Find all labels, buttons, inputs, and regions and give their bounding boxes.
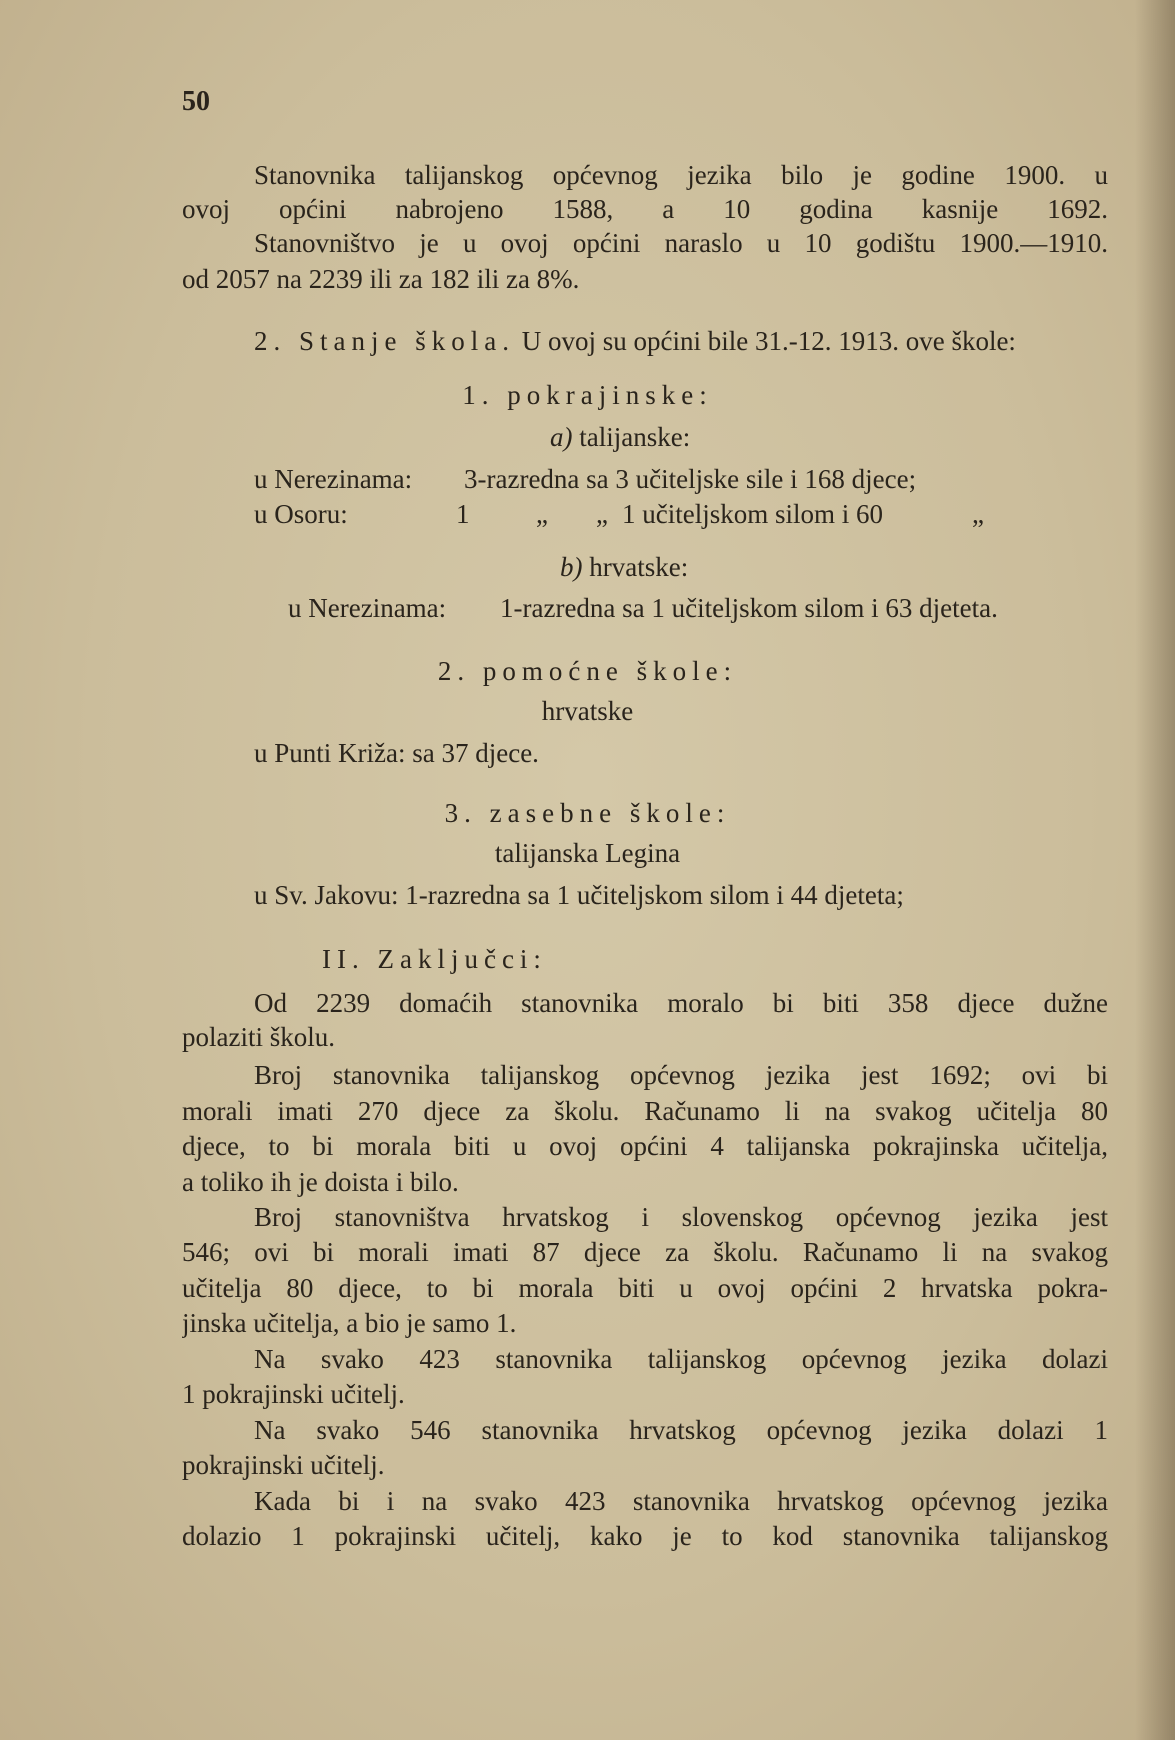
place-nerezine: u Nerezinama: (254, 464, 413, 494)
zakljucci-heading: II. Zaključci: (322, 944, 547, 974)
page-number: 50 (182, 86, 210, 117)
conclusion-line: djece, to bi morala biti u ovoj općini 4 talijanska pokrajinska učitelja, (182, 1131, 1108, 1161)
conclusion-line: Broj stanovnika talijanskog općevnog jezika jest 1692; ovi bi (254, 1060, 1108, 1090)
ditto-mark: „ (536, 499, 548, 529)
section-2-label: 2. Stanje škola. (254, 326, 515, 356)
conclusion-line: morali imati 270 djece za školu. Računamo li na svakog učitelja 80 (182, 1096, 1108, 1126)
conclusion-line: jinska učitelja, a bio je samo 1. (182, 1308, 517, 1338)
conclusion-line: polaziti školu. (182, 1022, 335, 1052)
zasebne-sub: talijanska Legina (494, 838, 681, 868)
conclusion-line: Na svako 423 stanovnika talijanskog općevnog jezika dolazi (254, 1344, 1108, 1374)
subsection-a-marker: a) (550, 422, 573, 452)
conclusion-line: a toliko ih je doista i bilo. (182, 1167, 459, 1197)
school-grade-count: 1 (456, 499, 470, 529)
section-2-line (254, 324, 1108, 358)
intro-line-4: od 2057 na 2239 ili za 182 ili za 8%. (182, 264, 580, 294)
school-row-nerezine-it (254, 462, 1114, 496)
school-desc: 3-razredna sa 3 učiteljske sile i 168 djece; (464, 464, 917, 494)
talijanske-label: talijanske: (579, 422, 691, 452)
school-row-osor (254, 497, 1114, 531)
school-desc: 1-razredna sa 1 učiteljskom silom i 63 djeteta. (500, 593, 998, 623)
hrvatske-label: hrvatske: (589, 552, 689, 582)
talijanske-heading (550, 420, 950, 454)
conclusion-line: Broj stanovništva hrvatskog i slovenskog općevnog jezika jest (254, 1202, 1108, 1232)
school-row-punta-kriza: u Punti Križa: sa 37 djece. (254, 738, 539, 768)
ditto-mark: „ (972, 499, 984, 529)
pokrajinske-heading: 1. pokrajinske: (462, 380, 713, 410)
conclusion-line: Od 2239 domaćih stanovnika moralo bi biti 358 djece dužne (254, 988, 1108, 1018)
school-row-sv-jakov: u Sv. Jakovu: 1-razredna sa 1 učiteljskom silom i 44 djeteta; (254, 880, 904, 910)
intro-line-2: ovoj općini nabrojeno 1588, a 10 godina kasnije 1692. (182, 194, 1108, 224)
ditto-mark: „ (596, 499, 608, 529)
hrvatske-heading (560, 550, 960, 584)
conclusion-line: dolazio 1 pokrajinski učitelj, kako je to kod stanovnika talijanskog (182, 1521, 1108, 1551)
school-row-nerezine-hr (288, 591, 1118, 625)
conclusion-line: Na svako 546 stanovnika hrvatskog općevnog jezika dolazi 1 (254, 1415, 1108, 1445)
conclusion-line: 546; ovi bi morali imati 87 djece za školu. Računamo li na svakog (182, 1237, 1108, 1267)
conclusion-line: 1 pokrajinski učitelj. (182, 1379, 405, 1409)
intro-line-3: Stanovništvo je u ovoj općini naraslo u 10 godištu 1900.—1910. (254, 228, 1108, 258)
school-desc: 1 učiteljskom silom i 60 (622, 499, 883, 529)
place-nerezine: u Nerezinama: (288, 593, 447, 623)
intro-line-1: Stanovnika talijanskog općevnog jezika bilo je godine 1900. u (254, 160, 1108, 190)
pomocne-heading: 2. pomoćne škole: (437, 656, 738, 686)
conclusion-line: učitelja 80 djece, to bi morala biti u ovoj općini 2 hrvatska pokra- (182, 1273, 1108, 1303)
pomocne-sub: hrvatske (541, 696, 634, 726)
section-2-text: U ovoj su općini bile 31.-12. 1913. ove škole: (521, 326, 1016, 356)
conclusion-line: Kada bi i na svako 423 stanovnika hrvatskog općevnog jezika (254, 1486, 1108, 1516)
place-osor: u Osoru: (254, 499, 348, 529)
zasebne-heading: 3. zasebne škole: (444, 798, 731, 828)
conclusion-line: pokrajinski učitelj. (182, 1450, 385, 1480)
subsection-b-marker: b) (560, 552, 583, 582)
